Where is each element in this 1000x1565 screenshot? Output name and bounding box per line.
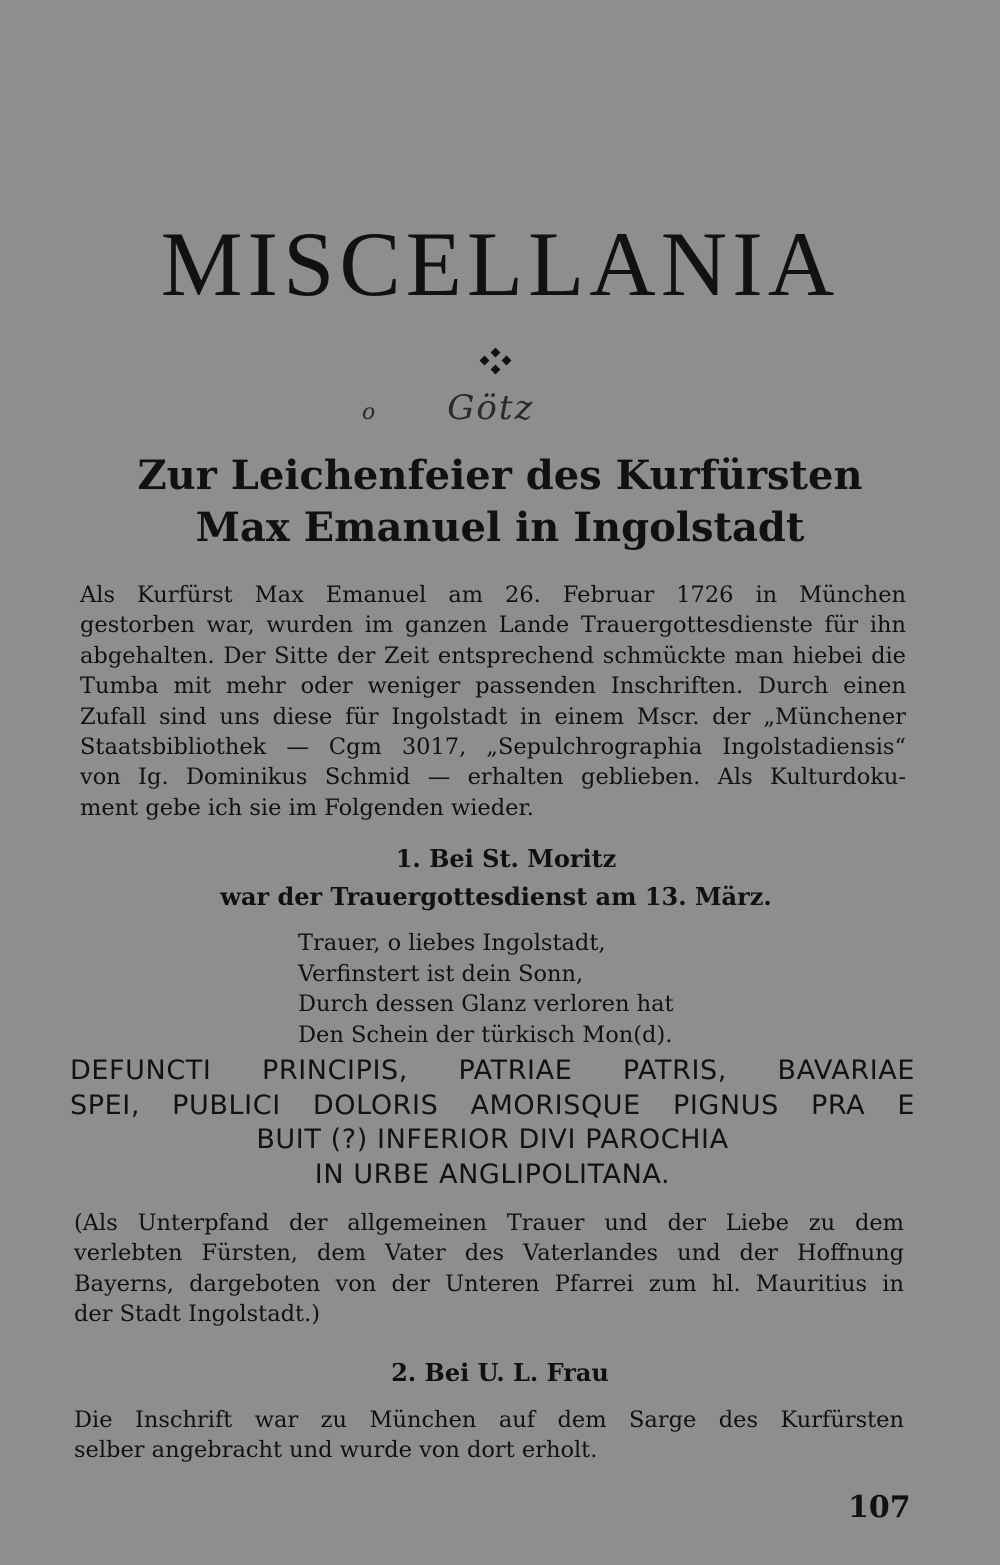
latin-line: IN URBE ANGLIPOLITANA. xyxy=(314,1158,671,1190)
latin-line: DEFUNCTI PRINCIPIS, PATRIAE PATRIS, BAVARIAE xyxy=(70,1055,915,1086)
article-title-line-2: Max Emanuel in Ingolstadt xyxy=(195,504,805,551)
intro-line: von Ig. Dominikus Schmid — erhalten geblieben. Als Kulturdoku- xyxy=(80,764,906,791)
section-2-heading: 2. Bei U. L. Frau xyxy=(391,1358,609,1387)
verse-line: Verfinstert ist dein Sonn, xyxy=(298,960,584,987)
handwritten-note xyxy=(362,388,534,428)
intro-line: Als Kurfürst Max Emanuel am 26. Februar 1726 in München xyxy=(80,582,906,608)
intro-line: gestorben war, wurden im ganzen Lande Trauergottesdienste für ihn xyxy=(80,612,906,639)
translation-paragraph xyxy=(74,1208,904,1330)
handwritten-mark: o xyxy=(362,400,378,425)
intro-line: ment gebe ich sie im Folgenden wieder. xyxy=(80,794,534,821)
ornament-icon xyxy=(478,348,514,376)
intro-line: abgehalten. Der Sitte der Zeit entsprechend schmückte man hiebei die xyxy=(80,642,906,669)
intro-paragraph xyxy=(80,580,906,823)
handwritten-name: Götz xyxy=(447,388,535,428)
final-paragraph xyxy=(74,1405,904,1466)
final-line: selber angebracht und wurde von dort erholt. xyxy=(74,1437,598,1464)
intro-line: Zufall sind uns diese für Ingolstadt in einem Mscr. der „Münchener xyxy=(80,703,906,730)
intro-line: Tumba mit mehr oder weniger passenden Inschriften. Durch einen xyxy=(80,673,906,700)
intro-line: Staatsbibliothek — Cgm 3017, „Sepulchrographia Ingolstadiensis“ xyxy=(80,734,906,761)
translation-line: verlebten Fürsten, dem Vater des Vaterlandes und der Hoffnung xyxy=(74,1240,904,1267)
page-title: MISCELLANIA xyxy=(160,213,840,315)
translation-line: (Als Unterpfand der allgemeinen Trauer und der Liebe zu dem xyxy=(74,1210,904,1236)
article-title-line-1: Zur Leichenfeier des Kurfürsten xyxy=(137,452,863,499)
verse-line: Den Schein der türkisch Mon(d). xyxy=(298,1021,673,1048)
verse-line: Durch dessen Glanz verloren hat xyxy=(298,991,674,1017)
latin-inscription xyxy=(70,1054,915,1192)
verse-line: Trauer, o liebes Ingolstadt, xyxy=(298,930,606,956)
final-line: Die Inschrift war zu München auf dem Sarge des Kurfürsten xyxy=(74,1407,904,1433)
latin-line: SPEI, PUBLICI DOLORIS AMORISQUE PIGNUS PRA E xyxy=(70,1089,915,1121)
page-number: 107 xyxy=(848,1490,911,1525)
verse xyxy=(298,928,674,1050)
translation-line: Bayerns, dargeboten von der Unteren Pfarrei zum hl. Mauritius in xyxy=(74,1270,904,1297)
translation-line: der Stadt Ingolstadt.) xyxy=(74,1301,320,1328)
latin-line: BUIT (?) INFERIOR DIVI PAROCHIA xyxy=(256,1124,729,1155)
section-1-subheading: war der Trauergottesdienst am 13. März. xyxy=(220,882,772,911)
section-1-heading: 1. Bei St. Moritz xyxy=(395,844,617,873)
